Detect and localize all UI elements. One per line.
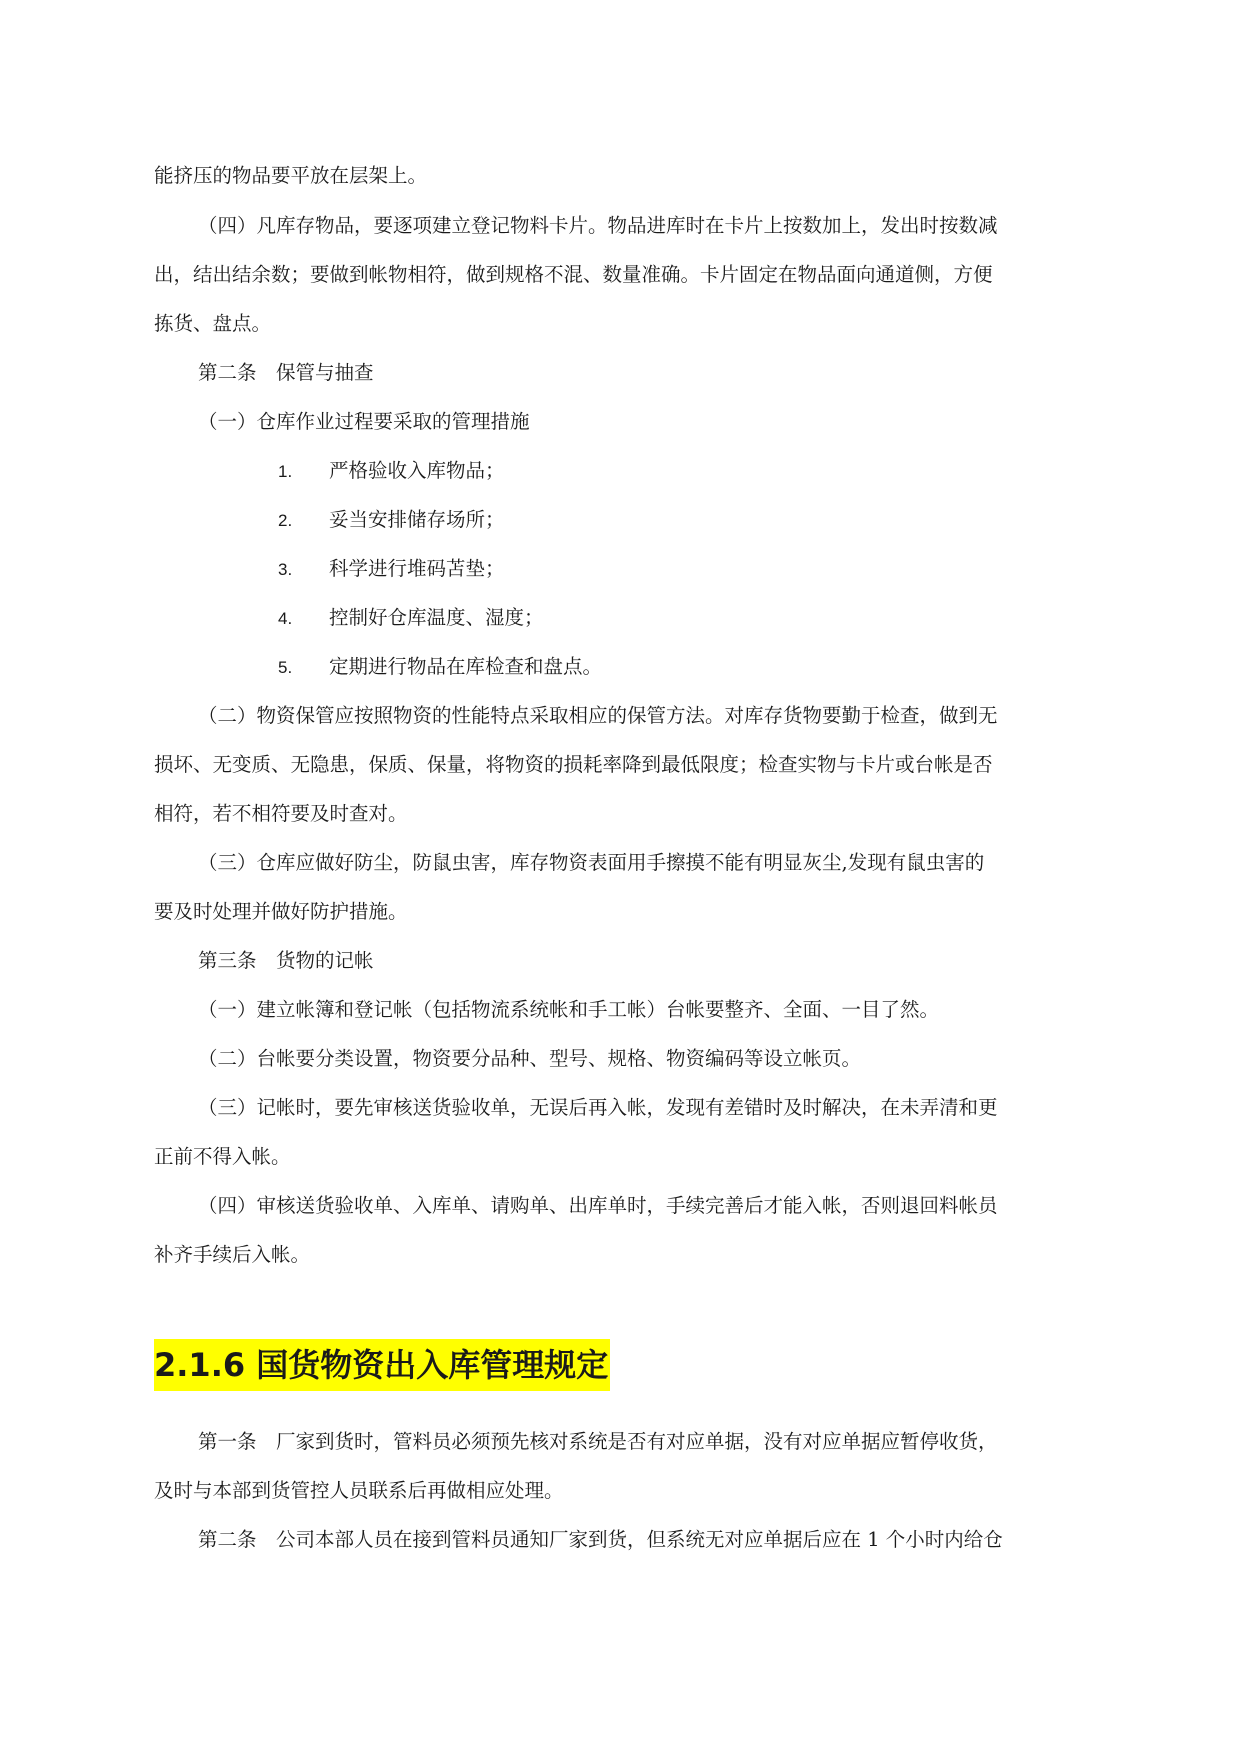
paragraph-line: 第一条 厂家到货时，管料员必须预先核对系统是否有对应单据，没有对应单据应暂停收货， xyxy=(198,1430,998,1453)
article-title: 第三条 货物的记帐 xyxy=(198,949,374,972)
paragraph-line: （三）仓库应做好防尘，防鼠虫害，库存物资表面用手擦摸不能有明显灰尘,发现有鼠虫害的 xyxy=(198,851,985,874)
list-item-number: 3. xyxy=(278,560,293,579)
list-item-number: 1. xyxy=(278,462,293,481)
list-item-number: 4. xyxy=(278,609,293,628)
list-item-number: 5. xyxy=(278,658,293,677)
section-heading: 2.1.6 国货物资出入库管理规定 xyxy=(154,1339,610,1391)
paragraph-line: 能挤压的物品要平放在层架上。 xyxy=(154,164,428,187)
paragraph-line: 要及时处理并做好防护措施。 xyxy=(154,900,408,923)
list-item-number: 2. xyxy=(278,511,293,530)
paragraph-line: （二）台帐要分类设置，物资要分品种、型号、规格、物资编码等设立帐页。 xyxy=(198,1047,862,1070)
paragraph-line: 第二条 公司本部人员在接到管料员通知厂家到货，但系统无对应单据后应在 1 个小时内给仓 xyxy=(198,1528,1003,1551)
paragraph-line: 正前不得入帐。 xyxy=(154,1145,291,1168)
paragraph-line: 拣货、盘点。 xyxy=(154,312,272,335)
paragraph-line: （三）记帐时，要先审核送货验收单，无误后再入帐，发现有差错时及时解决，在未弄清和更 xyxy=(198,1096,998,1119)
paragraph-line: （一）建立帐簿和登记帐（包括物流系统帐和手工帐）台帐要整齐、全面、一目了然。 xyxy=(198,998,940,1021)
paragraph-line: 出，结出结余数；要做到帐物相符，做到规格不混、数量准确。卡片固定在物品面向通道侧，方便 xyxy=(154,263,993,286)
paragraph-line: 及时与本部到货管控人员联系后再做相应处理。 xyxy=(154,1479,564,1502)
list-item: 科学进行堆码苫垫； xyxy=(329,557,505,580)
list-item: 控制好仓库温度、湿度； xyxy=(329,606,544,629)
paragraph-line: （四）凡库存物品，要逐项建立登记物料卡片。物品进库时在卡片上按数加上，发出时按数减 xyxy=(198,214,998,237)
paragraph-line: （一）仓库作业过程要采取的管理措施 xyxy=(198,410,530,433)
paragraph-line: 补齐手续后入帐。 xyxy=(154,1243,311,1266)
paragraph-line: 相符，若不相符要及时查对。 xyxy=(154,802,408,825)
list-item: 定期进行物品在库检查和盘点。 xyxy=(329,655,603,678)
list-item: 严格验收入库物品； xyxy=(329,459,505,482)
paragraph-line: （四）审核送货验收单、入库单、请购单、出库单时，手续完善后才能入帐，否则退回料帐员 xyxy=(198,1194,998,1217)
paragraph-line: （二）物资保管应按照物资的性能特点采取相应的保管方法。对库存货物要勤于检查，做到无 xyxy=(198,704,998,727)
list-item: 妥当安排储存场所； xyxy=(329,508,505,531)
paragraph-line: 损坏、无变质、无隐患，保质、保量，将物资的损耗率降到最低限度；检查实物与卡片或台帐是否 xyxy=(154,753,993,776)
article-title: 第二条 保管与抽查 xyxy=(198,361,374,384)
